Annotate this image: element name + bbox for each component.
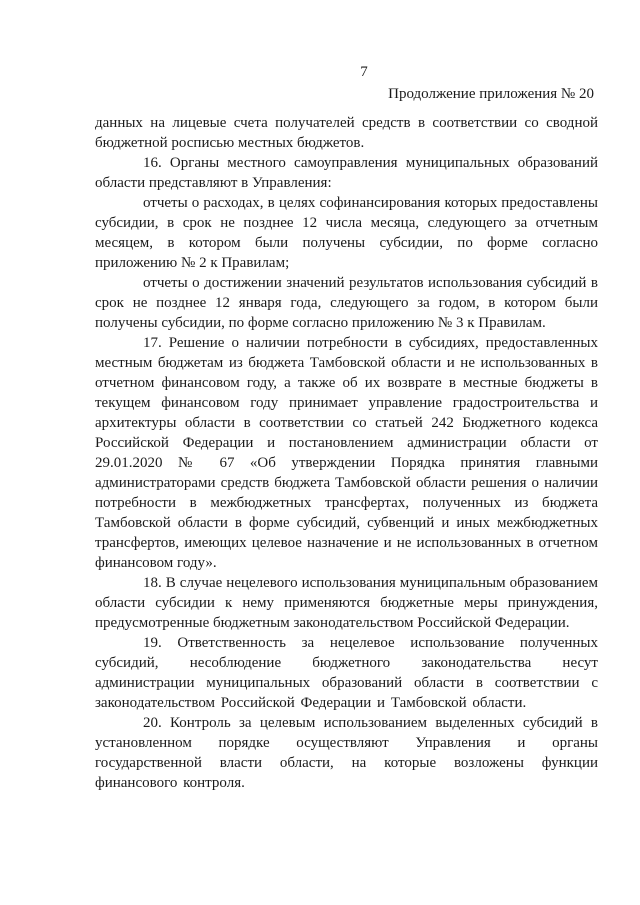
paragraph-18: 18. В случае нецелевого использования муниципальным образованием области субсидии к нему применяются бюджетные меры принуждения, предусмотренные бюджетным законодательством Российской Федерации.: [95, 575, 598, 631]
paragraph-16-expense-reports: отчеты о расходах, в целях софинансирования которых предоставлены субсидии, в срок не позднее 12 числа месяца, следующего за отчетным месяцем, в котором были получены субсидии, по форме согласно приложению № 2 к Правилам;: [95, 195, 598, 271]
paragraph-17: 17. Решение о наличии потребности в субсидиях, предоставленных местным бюджетам из бюджета Тамбовской области и не использованных в отчетном финансовом году, а также об их возврате в местные бюджеты в текущем финансовом году принимает управление градостроительства и архитектуры области в соответствии со статьей 242 Бюджетного кодекса Российской Федерации и постановлением администрации области от 29.01.2020 № 67 «Об утверждении Порядка принятия главными администраторами средств бюджета Тамбовской области решения о наличии потребности в межбюджетных трансфертах, полученных из бюджета Тамбовской области в форме субсидий, субвенций и иных межбюджетных трансфертов, имеющих целевое назначение и не использованных в отчетном финансовом году».: [95, 335, 598, 571]
paragraph-20: 20. Контроль за целевым использованием выделенных субсидий в установленном порядке осуществляют Управления и органы государственной власти области, на которые возложены функции финансового контроля.: [95, 715, 598, 791]
paragraph-19: 19. Ответственность за нецелевое использование полученных субсидий, несоблюдение бюджетного законодательства несут администрации муниципальных образований области в соответствии с законодательством Российской Федерации и Тамбовской области.: [95, 635, 598, 711]
appendix-continuation-label: Продолжение приложения № 20: [388, 86, 594, 102]
paragraph-16-results-reports: отчеты о достижении значений результатов использования субсидий в срок не позднее 12 января года, следующего за годом, в котором были получены субсидии, по форме согласно приложению № 3 к Правилам.: [95, 275, 598, 331]
paragraph-continued: данных на лицевые счета получателей средств в соответствии со сводной бюджетной росписью местных бюджетов.: [95, 115, 598, 151]
paragraph-16: 16. Органы местного самоуправления муниципальных образований области представляют в Управления:: [95, 155, 598, 191]
document-body: [95, 113, 598, 793]
page-number: 7: [360, 64, 368, 80]
